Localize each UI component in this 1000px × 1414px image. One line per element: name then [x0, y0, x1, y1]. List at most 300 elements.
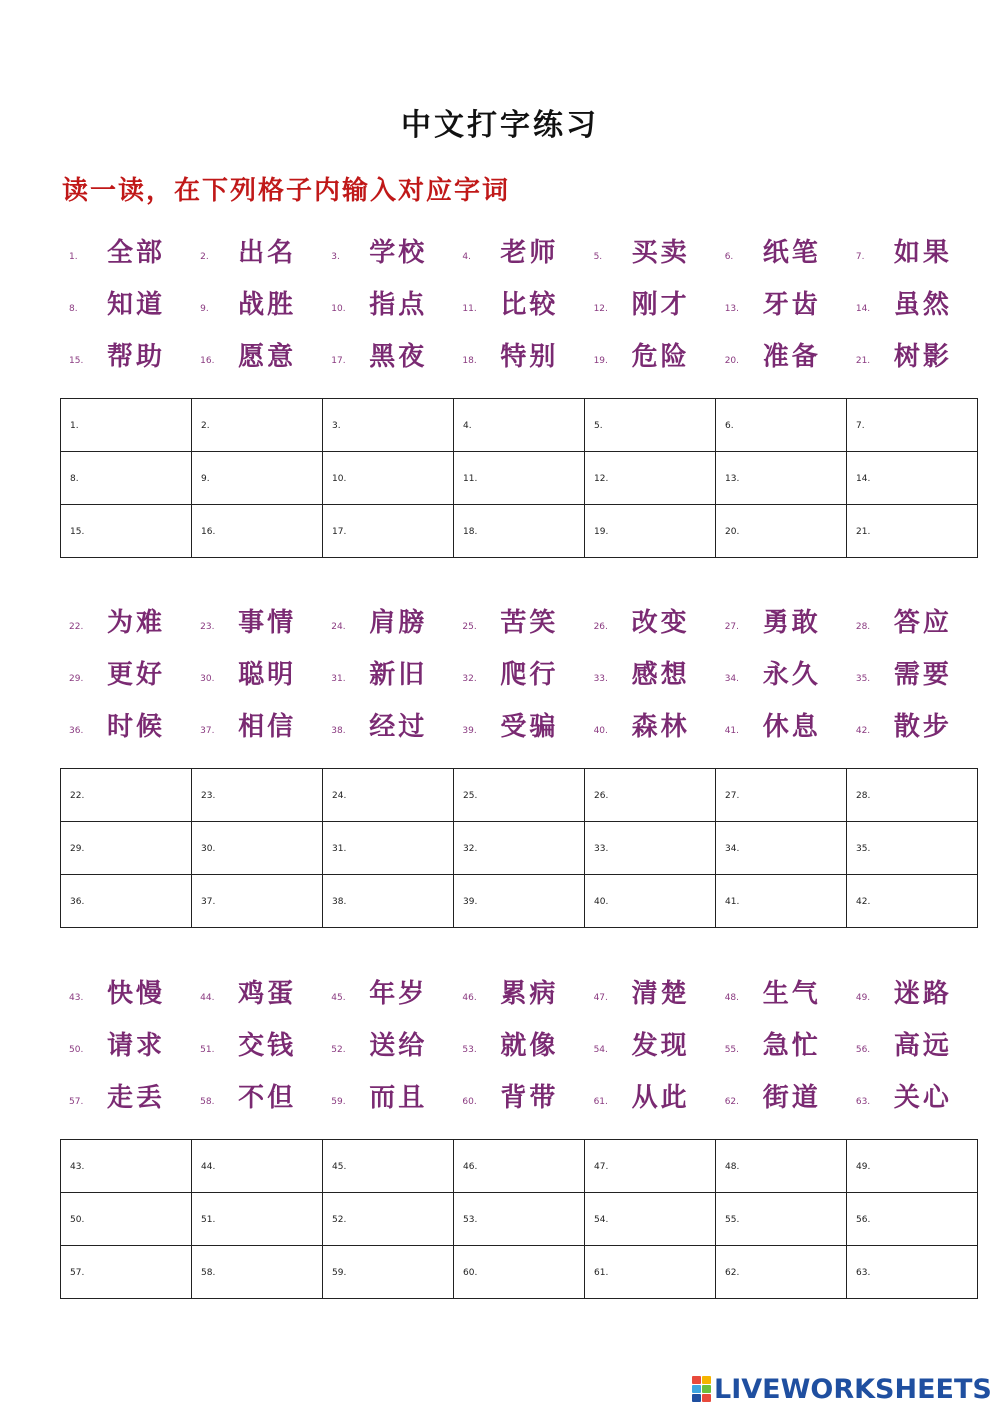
word-number: 55. — [724, 1045, 740, 1055]
answer-input[interactable] — [85, 462, 185, 494]
word-text: 爬行 — [500, 660, 559, 690]
answer-cell[interactable] — [323, 875, 454, 928]
word-item — [453, 969, 584, 1021]
answer-input[interactable] — [609, 409, 709, 441]
answer-number: 53. — [463, 1215, 478, 1225]
word-number: 63. — [855, 1097, 871, 1107]
answer-input[interactable] — [478, 832, 578, 864]
answer-input[interactable] — [871, 462, 971, 494]
word-item — [322, 228, 453, 280]
word-item — [60, 1073, 191, 1125]
word-item — [847, 702, 978, 754]
answer-number: 9. — [201, 474, 210, 484]
word-text: 森林 — [631, 712, 690, 742]
answer-cell[interactable] — [585, 1246, 716, 1299]
answer-cell[interactable] — [192, 875, 323, 928]
answer-cell[interactable] — [716, 875, 847, 928]
answer-input[interactable] — [740, 462, 840, 494]
answer-cell[interactable] — [716, 1193, 847, 1246]
word-text: 苦笑 — [500, 608, 559, 638]
instruction-text: 读一读，在下列格子内输入对应字词 — [62, 176, 511, 206]
answer-cell[interactable] — [716, 1140, 847, 1193]
word-text: 比较 — [500, 290, 559, 320]
answer-cell[interactable] — [192, 399, 323, 452]
word-text: 快慢 — [107, 979, 166, 1009]
word-item — [847, 1021, 978, 1073]
word-item — [847, 650, 978, 702]
section-3 — [60, 969, 978, 1278]
answer-cell[interactable] — [716, 452, 847, 505]
answer-input[interactable] — [85, 515, 185, 547]
word-item — [453, 280, 584, 332]
word-number: 29. — [69, 674, 84, 684]
answer-cell[interactable] — [585, 1193, 716, 1246]
answer-cell[interactable] — [585, 822, 716, 875]
answer-number: 59. — [332, 1268, 347, 1278]
answer-input[interactable] — [871, 1203, 971, 1235]
answer-input[interactable] — [478, 1256, 578, 1288]
word-text: 迷路 — [893, 979, 952, 1009]
answer-input[interactable] — [740, 779, 840, 811]
answer-cell[interactable] — [847, 769, 978, 822]
answer-input[interactable] — [216, 462, 316, 494]
answer-cell[interactable] — [847, 1193, 978, 1246]
word-number: 40. — [593, 726, 608, 736]
answer-input[interactable] — [871, 832, 971, 864]
answer-cell[interactable] — [847, 452, 978, 505]
word-text: 而且 — [369, 1083, 428, 1113]
answer-input[interactable] — [478, 462, 578, 494]
word-item — [322, 702, 453, 754]
word-text: 更好 — [107, 660, 166, 690]
word-item — [191, 969, 322, 1021]
answer-cell[interactable] — [847, 875, 978, 928]
word-item — [585, 280, 716, 332]
word-item — [453, 650, 584, 702]
word-number: 13. — [724, 304, 740, 314]
answer-number: 20. — [725, 527, 740, 537]
answer-number: 8. — [70, 474, 79, 484]
word-text: 永久 — [762, 660, 821, 690]
answer-number: 29. — [70, 844, 85, 854]
answer-input[interactable] — [478, 515, 578, 547]
word-item — [585, 650, 716, 702]
answer-cell[interactable] — [716, 822, 847, 875]
logo-text: LIVEWORKSHEETS — [714, 1373, 992, 1405]
word-number: 3. — [331, 252, 340, 262]
word-text: 就像 — [500, 1031, 559, 1061]
answer-cell[interactable] — [716, 1246, 847, 1299]
answer-cell[interactable] — [61, 822, 192, 875]
answer-input[interactable] — [85, 1256, 185, 1288]
word-number: 22. — [69, 622, 84, 632]
word-text: 从此 — [631, 1083, 690, 1113]
answer-number: 56. — [856, 1215, 871, 1225]
answer-number: 18. — [463, 527, 478, 537]
word-text: 送给 — [369, 1031, 428, 1061]
word-text: 请求 — [107, 1031, 166, 1061]
word-number: 7. — [855, 252, 865, 262]
answer-input[interactable] — [609, 462, 709, 494]
answer-input[interactable] — [609, 885, 709, 917]
answer-cell[interactable] — [585, 505, 716, 558]
answer-number: 48. — [725, 1162, 740, 1172]
logo-block — [702, 1394, 711, 1402]
answer-cell[interactable] — [323, 822, 454, 875]
answer-row — [61, 822, 978, 875]
answer-number: 6. — [725, 421, 734, 431]
answer-number: 16. — [201, 527, 216, 537]
logo-block — [702, 1376, 711, 1384]
word-row — [60, 1021, 978, 1073]
word-number: 17. — [331, 356, 346, 366]
word-item — [322, 650, 453, 702]
answer-cell[interactable] — [323, 1246, 454, 1299]
word-number: 28. — [855, 622, 871, 632]
answer-number: 47. — [594, 1162, 609, 1172]
answer-cell[interactable] — [61, 452, 192, 505]
answer-input[interactable] — [216, 409, 316, 441]
answer-input[interactable] — [85, 1150, 185, 1182]
answer-cell[interactable] — [847, 505, 978, 558]
word-text: 战胜 — [238, 290, 297, 320]
word-item — [716, 969, 847, 1021]
word-text: 高远 — [893, 1031, 952, 1061]
answer-input[interactable] — [609, 779, 709, 811]
word-text: 累病 — [500, 979, 559, 1009]
answer-number: 13. — [725, 474, 740, 484]
answer-number: 63. — [856, 1268, 871, 1278]
word-number: 14. — [855, 304, 871, 314]
word-text: 如果 — [893, 238, 952, 268]
logo-block — [692, 1394, 701, 1402]
answer-input[interactable] — [871, 885, 971, 917]
answer-cell[interactable] — [585, 769, 716, 822]
answer-cell[interactable] — [847, 822, 978, 875]
answer-number: 40. — [594, 897, 609, 907]
answer-input[interactable] — [85, 885, 185, 917]
answer-number: 42. — [856, 897, 871, 907]
word-text: 年岁 — [369, 979, 428, 1009]
answer-input[interactable] — [478, 1150, 578, 1182]
word-item — [60, 1021, 191, 1073]
word-number: 4. — [462, 252, 472, 262]
answer-cell[interactable] — [192, 452, 323, 505]
word-item — [60, 969, 191, 1021]
word-number: 47. — [593, 993, 608, 1003]
answer-number: 34. — [725, 844, 740, 854]
word-number: 5. — [593, 252, 603, 262]
word-row — [60, 228, 978, 280]
word-row — [60, 969, 978, 1021]
answer-cell[interactable] — [716, 399, 847, 452]
word-number: 33. — [593, 674, 608, 684]
answer-input[interactable] — [347, 409, 447, 441]
answer-cell[interactable] — [61, 505, 192, 558]
word-item — [191, 598, 322, 650]
answer-cell[interactable] — [847, 1246, 978, 1299]
answer-input[interactable] — [216, 1150, 316, 1182]
answer-input[interactable] — [347, 462, 447, 494]
answer-number: 17. — [332, 527, 347, 537]
answer-number: 24. — [332, 791, 347, 801]
answer-number: 4. — [463, 421, 472, 431]
word-text: 背带 — [500, 1083, 559, 1113]
answer-cell[interactable] — [454, 769, 585, 822]
answer-cell[interactable] — [454, 452, 585, 505]
word-number: 59. — [331, 1097, 346, 1107]
answer-cell[interactable] — [192, 1246, 323, 1299]
answer-cell[interactable] — [585, 399, 716, 452]
word-number: 34. — [724, 674, 740, 684]
answer-cell[interactable] — [585, 875, 716, 928]
word-text: 相信 — [238, 712, 297, 742]
answer-input[interactable] — [740, 1256, 840, 1288]
answer-input[interactable] — [347, 885, 447, 917]
answer-number: 45. — [332, 1162, 347, 1172]
answer-cell[interactable] — [61, 399, 192, 452]
answer-number: 12. — [594, 474, 609, 484]
word-text: 需要 — [893, 660, 952, 690]
answer-cell[interactable] — [585, 452, 716, 505]
answer-cell[interactable] — [192, 769, 323, 822]
word-item — [191, 1073, 322, 1125]
word-item — [716, 228, 847, 280]
word-number: 56. — [855, 1045, 871, 1055]
word-text: 清楚 — [631, 979, 690, 1009]
word-text: 事情 — [238, 608, 297, 638]
answer-input[interactable] — [216, 1203, 316, 1235]
word-item — [60, 650, 191, 702]
word-number: 6. — [724, 252, 734, 262]
answer-cell[interactable] — [323, 452, 454, 505]
word-item — [60, 280, 191, 332]
answer-cell[interactable] — [61, 1140, 192, 1193]
word-item — [453, 228, 584, 280]
answer-cell[interactable] — [454, 505, 585, 558]
answer-cell[interactable] — [323, 769, 454, 822]
word-item — [453, 332, 584, 384]
answer-number: 19. — [594, 527, 609, 537]
word-text: 准备 — [762, 342, 821, 372]
word-number: 20. — [724, 356, 740, 366]
answer-cell[interactable] — [192, 505, 323, 558]
word-text: 鸡蛋 — [238, 979, 297, 1009]
answer-input[interactable] — [347, 779, 447, 811]
word-text: 指点 — [369, 290, 428, 320]
word-text: 危险 — [631, 342, 690, 372]
answer-cell[interactable] — [454, 1193, 585, 1246]
answer-number: 52. — [332, 1215, 347, 1225]
answer-input[interactable] — [216, 832, 316, 864]
answer-number: 38. — [332, 897, 347, 907]
answer-input[interactable] — [740, 1150, 840, 1182]
word-number: 25. — [462, 622, 477, 632]
answer-input[interactable] — [478, 409, 578, 441]
word-text: 发现 — [631, 1031, 690, 1061]
answer-input[interactable] — [85, 832, 185, 864]
answer-cell[interactable] — [323, 1193, 454, 1246]
answer-row — [61, 769, 978, 822]
word-number: 21. — [855, 356, 871, 366]
word-number: 48. — [724, 993, 740, 1003]
liveworksheets-logo — [692, 1374, 992, 1404]
answer-input[interactable] — [216, 1256, 316, 1288]
answer-row — [61, 1246, 978, 1299]
answer-cell[interactable] — [323, 1140, 454, 1193]
answer-input[interactable] — [871, 515, 971, 547]
word-number: 58. — [200, 1097, 215, 1107]
word-number: 19. — [593, 356, 608, 366]
word-number: 41. — [724, 726, 740, 736]
answer-input[interactable] — [347, 1150, 447, 1182]
logo-block — [702, 1385, 711, 1393]
answer-input[interactable] — [478, 885, 578, 917]
word-item — [191, 650, 322, 702]
answer-input[interactable] — [216, 779, 316, 811]
word-text: 答应 — [893, 608, 952, 638]
answer-input[interactable] — [609, 1203, 709, 1235]
answer-number: 10. — [332, 474, 347, 484]
word-item — [585, 228, 716, 280]
word-item — [322, 280, 453, 332]
answer-cell[interactable] — [192, 822, 323, 875]
answer-cell[interactable] — [585, 1140, 716, 1193]
answer-input[interactable] — [347, 1256, 447, 1288]
answer-cell[interactable] — [61, 769, 192, 822]
answer-number: 35. — [856, 844, 871, 854]
word-text: 交钱 — [238, 1031, 297, 1061]
word-text: 黑夜 — [369, 342, 428, 372]
answer-row — [61, 1193, 978, 1246]
word-item — [60, 598, 191, 650]
word-item — [847, 280, 978, 332]
answer-number: 55. — [725, 1215, 740, 1225]
answer-input[interactable] — [740, 885, 840, 917]
answer-input[interactable] — [871, 1150, 971, 1182]
word-text: 聪明 — [238, 660, 297, 690]
answer-input[interactable] — [85, 409, 185, 441]
answer-row — [61, 452, 978, 505]
answer-cell[interactable] — [716, 769, 847, 822]
word-number: 43. — [69, 993, 84, 1003]
word-item — [585, 702, 716, 754]
answer-cell[interactable] — [454, 1140, 585, 1193]
word-text: 勇敢 — [762, 608, 821, 638]
word-item — [716, 280, 847, 332]
word-number: 62. — [724, 1097, 740, 1107]
answer-cell[interactable] — [454, 822, 585, 875]
word-text: 经过 — [369, 712, 428, 742]
answer-input[interactable] — [347, 832, 447, 864]
answer-input[interactable] — [609, 1150, 709, 1182]
word-text: 改变 — [631, 608, 690, 638]
answer-number: 33. — [594, 844, 609, 854]
answer-input[interactable] — [740, 409, 840, 441]
word-item — [322, 1021, 453, 1073]
answer-cell[interactable] — [323, 399, 454, 452]
answer-input[interactable] — [740, 832, 840, 864]
answer-number: 44. — [201, 1162, 216, 1172]
answer-input[interactable] — [216, 515, 316, 547]
word-text: 为难 — [107, 608, 166, 638]
section-1 — [60, 228, 978, 537]
answer-number: 25. — [463, 791, 478, 801]
answer-number: 2. — [201, 421, 210, 431]
answer-input[interactable] — [347, 515, 447, 547]
word-number: 24. — [331, 622, 346, 632]
word-text: 急忙 — [762, 1031, 821, 1061]
answer-cell[interactable] — [847, 399, 978, 452]
word-number: 32. — [462, 674, 477, 684]
answer-input[interactable] — [871, 779, 971, 811]
answer-input[interactable] — [871, 409, 971, 441]
word-text: 肩膀 — [369, 608, 428, 638]
word-item — [191, 702, 322, 754]
answer-cell[interactable] — [847, 1140, 978, 1193]
answer-cell[interactable] — [454, 1246, 585, 1299]
answer-input[interactable] — [85, 1203, 185, 1235]
word-item — [585, 1021, 716, 1073]
word-item — [847, 332, 978, 384]
word-item — [191, 228, 322, 280]
word-text: 虽然 — [893, 290, 952, 320]
answer-input[interactable] — [85, 779, 185, 811]
page-title: 中文打字练习 — [401, 108, 599, 143]
word-item — [60, 228, 191, 280]
answer-input[interactable] — [740, 1203, 840, 1235]
answer-input[interactable] — [478, 1203, 578, 1235]
answer-input[interactable] — [871, 1256, 971, 1288]
word-number: 16. — [200, 356, 215, 366]
answer-number: 3. — [332, 421, 341, 431]
answer-input[interactable] — [609, 832, 709, 864]
answer-number: 22. — [70, 791, 85, 801]
word-number: 61. — [593, 1097, 608, 1107]
answer-input[interactable] — [478, 779, 578, 811]
word-text: 不但 — [238, 1083, 297, 1113]
answer-cell[interactable] — [454, 399, 585, 452]
answer-input[interactable] — [347, 1203, 447, 1235]
word-text: 时候 — [107, 712, 166, 742]
answer-input[interactable] — [609, 515, 709, 547]
word-item — [716, 650, 847, 702]
answer-cell[interactable] — [323, 505, 454, 558]
answer-input[interactable] — [216, 885, 316, 917]
word-number: 1. — [69, 252, 78, 262]
word-number: 12. — [593, 304, 608, 314]
answer-input[interactable] — [740, 515, 840, 547]
answer-number: 50. — [70, 1215, 85, 1225]
answer-cell[interactable] — [61, 1246, 192, 1299]
answer-input[interactable] — [609, 1256, 709, 1288]
answer-cell[interactable] — [192, 1193, 323, 1246]
answer-cell[interactable] — [716, 505, 847, 558]
answer-cell[interactable] — [61, 875, 192, 928]
word-text: 牙齿 — [762, 290, 821, 320]
answer-number: 14. — [856, 474, 871, 484]
word-text: 全部 — [107, 238, 166, 268]
word-item — [322, 969, 453, 1021]
answer-number: 54. — [594, 1215, 609, 1225]
answer-cell[interactable] — [61, 1193, 192, 1246]
word-text: 学校 — [369, 238, 428, 268]
answer-row — [61, 875, 978, 928]
answer-cell[interactable] — [192, 1140, 323, 1193]
answer-cell[interactable] — [454, 875, 585, 928]
answer-table — [60, 1139, 978, 1299]
section-2 — [60, 598, 978, 907]
